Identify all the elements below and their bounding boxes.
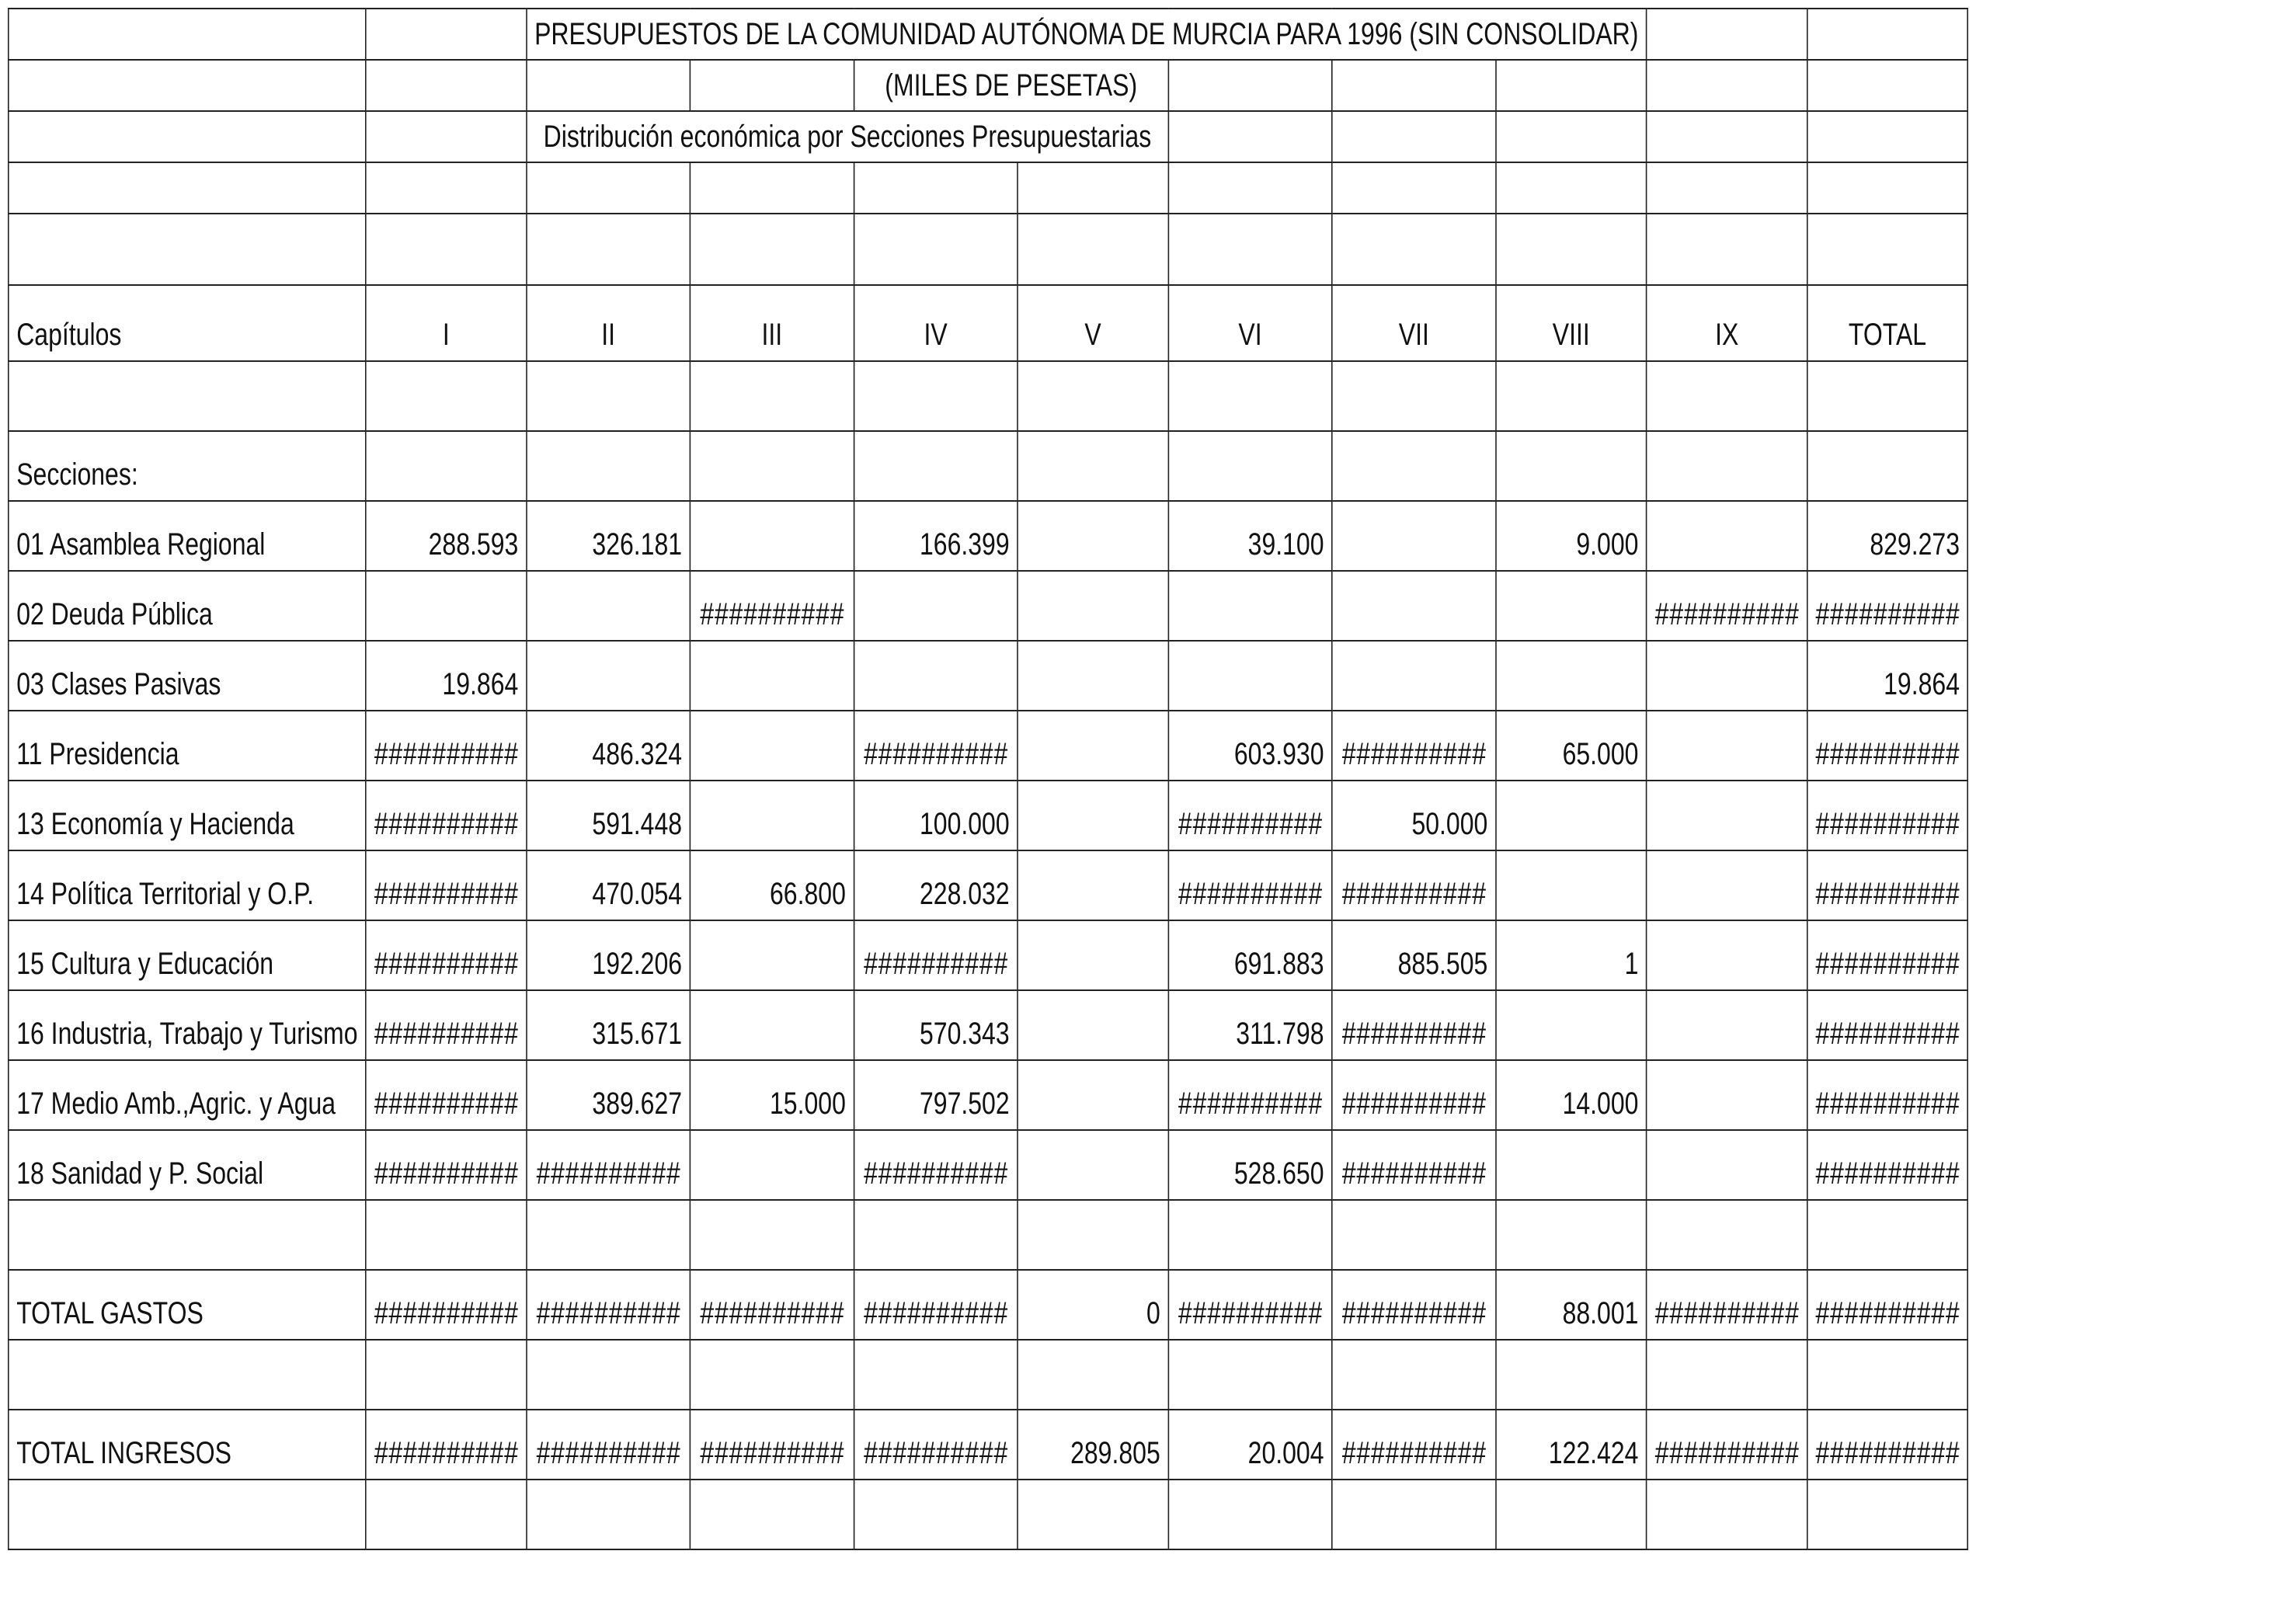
value-cell[interactable]: 39.100 xyxy=(1168,501,1332,571)
overflow-cell[interactable]: ########## xyxy=(1807,571,1968,641)
value-cell[interactable]: 1 xyxy=(1496,920,1647,990)
empty-cell[interactable] xyxy=(1807,361,1968,431)
empty-cell[interactable] xyxy=(690,920,854,990)
overflow-cell[interactable]: ########## xyxy=(1807,1130,1968,1200)
row-label[interactable]: 17 Medio Amb.,Agric. y Agua xyxy=(9,1060,366,1130)
empty-cell[interactable] xyxy=(854,1480,1018,1549)
empty-cell[interactable] xyxy=(1647,1480,1807,1549)
value-cell[interactable]: 326.181 xyxy=(527,501,691,571)
empty-cell[interactable] xyxy=(1018,711,1168,781)
overflow-cell[interactable]: ########## xyxy=(1807,711,1968,781)
empty-cell[interactable] xyxy=(366,1340,527,1410)
overflow-cell[interactable]: ########## xyxy=(527,1410,691,1480)
empty-cell[interactable] xyxy=(1168,214,1332,285)
empty-cell[interactable] xyxy=(1332,571,1496,641)
empty-cell[interactable] xyxy=(366,111,527,162)
blank-row xyxy=(9,1480,1968,1549)
empty-cell[interactable] xyxy=(1496,60,1647,111)
row-label[interactable]: 11 Presidencia xyxy=(9,711,366,781)
overflow-cell[interactable]: ########## xyxy=(1647,571,1807,641)
empty-cell[interactable] xyxy=(1168,571,1332,641)
empty-cell[interactable] xyxy=(366,60,527,111)
section-row xyxy=(9,641,1968,711)
overflow-cell[interactable]: ########## xyxy=(366,1130,527,1200)
header-cell[interactable]: VII xyxy=(1332,285,1496,361)
empty-cell[interactable] xyxy=(1168,431,1332,501)
overflow-cell[interactable]: ########## xyxy=(854,920,1018,990)
overflow-cell[interactable]: ########## xyxy=(690,571,854,641)
empty-cell[interactable] xyxy=(1332,1340,1496,1410)
overflow-cell[interactable]: ########## xyxy=(854,1270,1018,1340)
empty-cell[interactable] xyxy=(690,1340,854,1410)
empty-cell[interactable] xyxy=(366,361,527,431)
empty-cell[interactable] xyxy=(527,571,691,641)
empty-cell[interactable] xyxy=(9,111,366,162)
empty-cell[interactable] xyxy=(690,431,854,501)
value-cell[interactable]: 288.593 xyxy=(366,501,527,571)
empty-cell[interactable] xyxy=(1168,1480,1332,1549)
distribution-subtitle: Distribución económica por Secciones Presupuestarias xyxy=(527,111,1168,162)
empty-cell[interactable] xyxy=(690,214,854,285)
empty-cell[interactable] xyxy=(1018,571,1168,641)
value-cell[interactable]: 691.883 xyxy=(1168,920,1332,990)
value-cell[interactable]: 9.000 xyxy=(1496,501,1647,571)
value-cell[interactable]: 228.032 xyxy=(854,850,1018,920)
overflow-cell[interactable]: ########## xyxy=(1807,920,1968,990)
overflow-cell[interactable]: ########## xyxy=(854,711,1018,781)
empty-cell[interactable] xyxy=(690,781,854,850)
empty-cell[interactable] xyxy=(1807,162,1968,214)
row-label[interactable]: 15 Cultura y Educación xyxy=(9,920,366,990)
empty-cell[interactable] xyxy=(1168,111,1332,162)
empty-cell[interactable] xyxy=(1332,641,1496,711)
empty-cell[interactable] xyxy=(366,9,527,60)
total-ingresos-row xyxy=(9,1410,1968,1480)
header-row xyxy=(9,285,1968,361)
empty-cell[interactable] xyxy=(1018,1130,1168,1200)
overflow-cell[interactable]: ########## xyxy=(854,1130,1018,1200)
value-cell[interactable]: 470.054 xyxy=(527,850,691,920)
empty-cell[interactable] xyxy=(854,361,1018,431)
blank-row xyxy=(9,214,1968,285)
overflow-cell[interactable]: ########## xyxy=(1168,1060,1332,1130)
empty-cell[interactable] xyxy=(854,214,1018,285)
empty-cell[interactable] xyxy=(854,162,1018,214)
budget-sheet xyxy=(8,8,1968,1550)
value-cell[interactable]: 885.505 xyxy=(1332,920,1496,990)
empty-cell[interactable] xyxy=(527,1340,691,1410)
overflow-cell[interactable]: ########## xyxy=(1332,1130,1496,1200)
empty-cell[interactable] xyxy=(9,214,366,285)
empty-cell[interactable] xyxy=(1496,571,1647,641)
empty-cell[interactable] xyxy=(9,1480,366,1549)
secciones-label[interactable]: Secciones: xyxy=(9,431,366,501)
empty-cell[interactable] xyxy=(9,1200,366,1270)
empty-cell[interactable] xyxy=(1168,1340,1332,1410)
header-cell[interactable]: V xyxy=(1018,285,1168,361)
empty-cell[interactable] xyxy=(1332,162,1496,214)
overflow-cell[interactable]: ########## xyxy=(1332,1410,1496,1480)
empty-cell[interactable] xyxy=(690,711,854,781)
overflow-cell[interactable]: ########## xyxy=(1168,1270,1332,1340)
value-cell[interactable]: 50.000 xyxy=(1332,781,1496,850)
overflow-cell[interactable]: ########## xyxy=(1332,990,1496,1060)
overflow-cell[interactable]: ########## xyxy=(1332,711,1496,781)
blank-row xyxy=(9,1200,1968,1270)
empty-cell[interactable] xyxy=(690,162,854,214)
empty-cell[interactable] xyxy=(1496,850,1647,920)
empty-cell[interactable] xyxy=(1018,850,1168,920)
empty-cell[interactable] xyxy=(527,162,691,214)
empty-cell[interactable] xyxy=(1807,1480,1968,1549)
overflow-cell[interactable]: ########## xyxy=(366,850,527,920)
section-row xyxy=(9,781,1968,850)
empty-cell[interactable] xyxy=(366,431,527,501)
row-label[interactable]: TOTAL INGRESOS xyxy=(9,1410,366,1480)
empty-cell[interactable] xyxy=(527,641,691,711)
overflow-cell[interactable]: ########## xyxy=(1807,1270,1968,1340)
secciones-row xyxy=(9,431,1968,501)
overflow-cell[interactable]: ########## xyxy=(690,1270,854,1340)
empty-cell[interactable] xyxy=(9,1340,366,1410)
empty-cell[interactable] xyxy=(854,1200,1018,1270)
value-cell[interactable]: 528.650 xyxy=(1168,1130,1332,1200)
empty-cell[interactable] xyxy=(9,162,366,214)
overflow-cell[interactable]: ########## xyxy=(366,990,527,1060)
empty-cell[interactable] xyxy=(1647,60,1807,111)
empty-cell[interactable] xyxy=(1496,990,1647,1060)
empty-cell[interactable] xyxy=(854,1340,1018,1410)
value-cell[interactable]: 166.399 xyxy=(854,501,1018,571)
empty-cell[interactable] xyxy=(1496,1480,1647,1549)
empty-cell[interactable] xyxy=(1647,1200,1807,1270)
empty-cell[interactable] xyxy=(1807,60,1968,111)
section-row xyxy=(9,571,1968,641)
empty-cell[interactable] xyxy=(9,60,366,111)
empty-cell[interactable] xyxy=(854,571,1018,641)
empty-cell[interactable] xyxy=(527,214,691,285)
value-cell[interactable]: 14.000 xyxy=(1496,1060,1647,1130)
value-cell[interactable]: 603.930 xyxy=(1168,711,1332,781)
header-cell-capitulos[interactable]: Capítulos xyxy=(9,285,366,361)
empty-cell[interactable] xyxy=(366,162,527,214)
value-cell[interactable]: 289.805 xyxy=(1018,1410,1168,1480)
empty-cell[interactable] xyxy=(1168,361,1332,431)
empty-cell[interactable] xyxy=(1018,214,1168,285)
empty-cell[interactable] xyxy=(9,361,366,431)
overflow-cell[interactable]: ########## xyxy=(1332,1060,1496,1130)
header-cell[interactable]: VI xyxy=(1168,285,1332,361)
empty-cell[interactable] xyxy=(527,361,691,431)
value-cell[interactable]: 486.324 xyxy=(527,711,691,781)
header-cell[interactable]: III xyxy=(690,285,854,361)
overflow-cell[interactable]: ########## xyxy=(1647,1270,1807,1340)
empty-cell[interactable] xyxy=(1332,1200,1496,1270)
empty-cell[interactable] xyxy=(854,641,1018,711)
empty-cell[interactable] xyxy=(527,60,691,111)
value-cell[interactable]: 88.001 xyxy=(1496,1270,1647,1340)
overflow-cell[interactable]: ########## xyxy=(690,1410,854,1480)
blank-row xyxy=(9,1340,1968,1410)
title-row-1 xyxy=(9,9,1968,60)
sheet-title: PRESUPUESTOS DE LA COMUNIDAD AUTÓNOMA DE MURCIA PARA 1996 (SIN CONSOLIDAR) xyxy=(527,9,1647,60)
value-cell[interactable]: 570.343 xyxy=(854,990,1018,1060)
row-label[interactable]: 14 Política Territorial y O.P. xyxy=(9,850,366,920)
value-cell[interactable]: 829.273 xyxy=(1807,501,1968,571)
overflow-cell[interactable]: ########## xyxy=(527,1130,691,1200)
overflow-cell[interactable]: ########## xyxy=(527,1270,691,1340)
value-cell[interactable]: 20.004 xyxy=(1168,1410,1332,1480)
empty-cell[interactable] xyxy=(527,1200,691,1270)
blank-row xyxy=(9,361,1968,431)
empty-cell[interactable] xyxy=(690,1480,854,1549)
empty-cell[interactable] xyxy=(1647,501,1807,571)
empty-cell[interactable] xyxy=(1496,1130,1647,1200)
section-row xyxy=(9,850,1968,920)
row-label[interactable]: 03 Clases Pasivas xyxy=(9,641,366,711)
header-cell-total[interactable]: TOTAL xyxy=(1807,285,1968,361)
empty-cell[interactable] xyxy=(1018,1480,1168,1549)
row-label[interactable]: 13 Economía y Hacienda xyxy=(9,781,366,850)
total-gastos-row xyxy=(9,1270,1968,1340)
empty-cell[interactable] xyxy=(1018,1340,1168,1410)
empty-cell[interactable] xyxy=(1647,9,1807,60)
empty-cell[interactable] xyxy=(1647,850,1807,920)
empty-cell[interactable] xyxy=(854,431,1018,501)
overflow-cell[interactable]: ########## xyxy=(366,1270,527,1340)
empty-cell[interactable] xyxy=(1647,162,1807,214)
empty-cell[interactable] xyxy=(1496,111,1647,162)
empty-cell[interactable] xyxy=(1496,641,1647,711)
empty-cell[interactable] xyxy=(527,431,691,501)
empty-cell[interactable] xyxy=(1496,162,1647,214)
empty-cell[interactable] xyxy=(1647,711,1807,781)
empty-cell[interactable] xyxy=(1496,214,1647,285)
value-cell[interactable]: 311.798 xyxy=(1168,990,1332,1060)
empty-cell[interactable] xyxy=(1168,641,1332,711)
empty-cell[interactable] xyxy=(9,9,366,60)
empty-cell[interactable] xyxy=(1168,162,1332,214)
title-row-3 xyxy=(9,111,1968,162)
header-cell[interactable]: IV xyxy=(854,285,1018,361)
value-cell[interactable]: 19.864 xyxy=(366,641,527,711)
empty-cell[interactable] xyxy=(1647,920,1807,990)
empty-cell[interactable] xyxy=(1018,641,1168,711)
value-cell[interactable]: 591.448 xyxy=(527,781,691,850)
empty-cell[interactable] xyxy=(1647,641,1807,711)
overflow-cell[interactable]: ########## xyxy=(366,781,527,850)
overflow-cell[interactable]: ########## xyxy=(1807,850,1968,920)
row-label[interactable]: 02 Deuda Pública xyxy=(9,571,366,641)
overflow-cell[interactable]: ########## xyxy=(1807,1410,1968,1480)
empty-cell[interactable] xyxy=(366,1480,527,1549)
value-cell[interactable]: 797.502 xyxy=(854,1060,1018,1130)
empty-cell[interactable] xyxy=(1647,111,1807,162)
empty-cell[interactable] xyxy=(1332,60,1496,111)
overflow-cell[interactable]: ########## xyxy=(366,920,527,990)
empty-cell[interactable] xyxy=(1647,781,1807,850)
value-cell[interactable]: 65.000 xyxy=(1496,711,1647,781)
empty-cell[interactable] xyxy=(690,361,854,431)
empty-cell[interactable] xyxy=(1332,214,1496,285)
section-row xyxy=(9,990,1968,1060)
empty-cell[interactable] xyxy=(690,990,854,1060)
value-cell[interactable]: 0 xyxy=(1018,1270,1168,1340)
empty-cell[interactable] xyxy=(690,641,854,711)
empty-cell[interactable] xyxy=(366,214,527,285)
empty-cell[interactable] xyxy=(1807,431,1968,501)
section-row xyxy=(9,711,1968,781)
overflow-cell[interactable]: ########## xyxy=(1168,850,1332,920)
empty-cell[interactable] xyxy=(1332,361,1496,431)
empty-cell[interactable] xyxy=(690,501,854,571)
header-cell[interactable]: II xyxy=(527,285,691,361)
empty-cell[interactable] xyxy=(1332,501,1496,571)
units-subtitle: (MILES DE PESETAS) xyxy=(854,60,1168,111)
empty-cell[interactable] xyxy=(1496,431,1647,501)
value-cell[interactable]: 192.206 xyxy=(527,920,691,990)
value-cell[interactable]: 315.671 xyxy=(527,990,691,1060)
section-row xyxy=(9,1130,1968,1200)
empty-cell[interactable] xyxy=(690,1200,854,1270)
empty-cell[interactable] xyxy=(1168,60,1332,111)
empty-cell[interactable] xyxy=(690,60,854,111)
empty-cell[interactable] xyxy=(1018,431,1168,501)
empty-cell[interactable] xyxy=(1647,990,1807,1060)
empty-cell[interactable] xyxy=(1496,361,1647,431)
row-label[interactable]: 16 Industria, Trabajo y Turismo xyxy=(9,990,366,1060)
empty-cell[interactable] xyxy=(1018,1060,1168,1130)
header-cell[interactable]: I xyxy=(366,285,527,361)
empty-cell[interactable] xyxy=(1018,162,1168,214)
empty-cell[interactable] xyxy=(1018,501,1168,571)
empty-cell[interactable] xyxy=(1647,361,1807,431)
empty-cell[interactable] xyxy=(1647,214,1807,285)
overflow-cell[interactable]: ########## xyxy=(1168,781,1332,850)
empty-cell[interactable] xyxy=(1332,1480,1496,1549)
overflow-cell[interactable]: ########## xyxy=(1807,781,1968,850)
sheet-body xyxy=(9,9,1968,1549)
header-cell[interactable]: VIII xyxy=(1496,285,1647,361)
overflow-cell[interactable]: ########## xyxy=(366,1060,527,1130)
overflow-cell[interactable]: ########## xyxy=(366,711,527,781)
overflow-cell[interactable]: ########## xyxy=(366,1410,527,1480)
empty-cell[interactable] xyxy=(1647,1130,1807,1200)
empty-cell[interactable] xyxy=(1168,1200,1332,1270)
overflow-cell[interactable]: ########## xyxy=(1332,850,1496,920)
overflow-cell[interactable]: ########## xyxy=(1332,1270,1496,1340)
empty-cell[interactable] xyxy=(1647,1060,1807,1130)
empty-cell[interactable] xyxy=(1496,781,1647,850)
empty-cell[interactable] xyxy=(1647,1340,1807,1410)
empty-cell[interactable] xyxy=(1496,1200,1647,1270)
section-row xyxy=(9,1060,1968,1130)
empty-cell[interactable] xyxy=(1332,111,1496,162)
overflow-cell[interactable]: ########## xyxy=(854,1410,1018,1480)
value-cell[interactable]: 19.864 xyxy=(1807,641,1968,711)
empty-cell[interactable] xyxy=(1332,431,1496,501)
value-cell[interactable]: 389.627 xyxy=(527,1060,691,1130)
empty-cell[interactable] xyxy=(1647,431,1807,501)
empty-cell[interactable] xyxy=(527,1480,691,1549)
row-label[interactable]: TOTAL GASTOS xyxy=(9,1270,366,1340)
empty-cell[interactable] xyxy=(1018,990,1168,1060)
value-cell[interactable]: 15.000 xyxy=(690,1060,854,1130)
value-cell[interactable]: 122.424 xyxy=(1496,1410,1647,1480)
blank-row xyxy=(9,162,1968,214)
empty-cell[interactable] xyxy=(1496,1340,1647,1410)
overflow-cell[interactable]: ########## xyxy=(1807,990,1968,1060)
empty-cell[interactable] xyxy=(690,1130,854,1200)
empty-cell[interactable] xyxy=(1807,111,1968,162)
value-cell[interactable]: 100.000 xyxy=(854,781,1018,850)
empty-cell[interactable] xyxy=(1807,1200,1968,1270)
empty-cell[interactable] xyxy=(1018,361,1168,431)
row-label[interactable]: 01 Asamblea Regional xyxy=(9,501,366,571)
row-label[interactable]: 18 Sanidad y P. Social xyxy=(9,1130,366,1200)
section-row xyxy=(9,920,1968,990)
empty-cell[interactable] xyxy=(366,571,527,641)
overflow-cell[interactable]: ########## xyxy=(1647,1410,1807,1480)
empty-cell[interactable] xyxy=(1807,214,1968,285)
empty-cell[interactable] xyxy=(366,1200,527,1270)
empty-cell[interactable] xyxy=(1018,920,1168,990)
value-cell[interactable]: 66.800 xyxy=(690,850,854,920)
title-row-2 xyxy=(9,60,1968,111)
section-row xyxy=(9,501,1968,571)
overflow-cell[interactable]: ########## xyxy=(1807,1060,1968,1130)
empty-cell[interactable] xyxy=(1807,1340,1968,1410)
empty-cell[interactable] xyxy=(1807,9,1968,60)
empty-cell[interactable] xyxy=(1018,781,1168,850)
header-cell[interactable]: IX xyxy=(1647,285,1807,361)
empty-cell[interactable] xyxy=(1018,1200,1168,1270)
